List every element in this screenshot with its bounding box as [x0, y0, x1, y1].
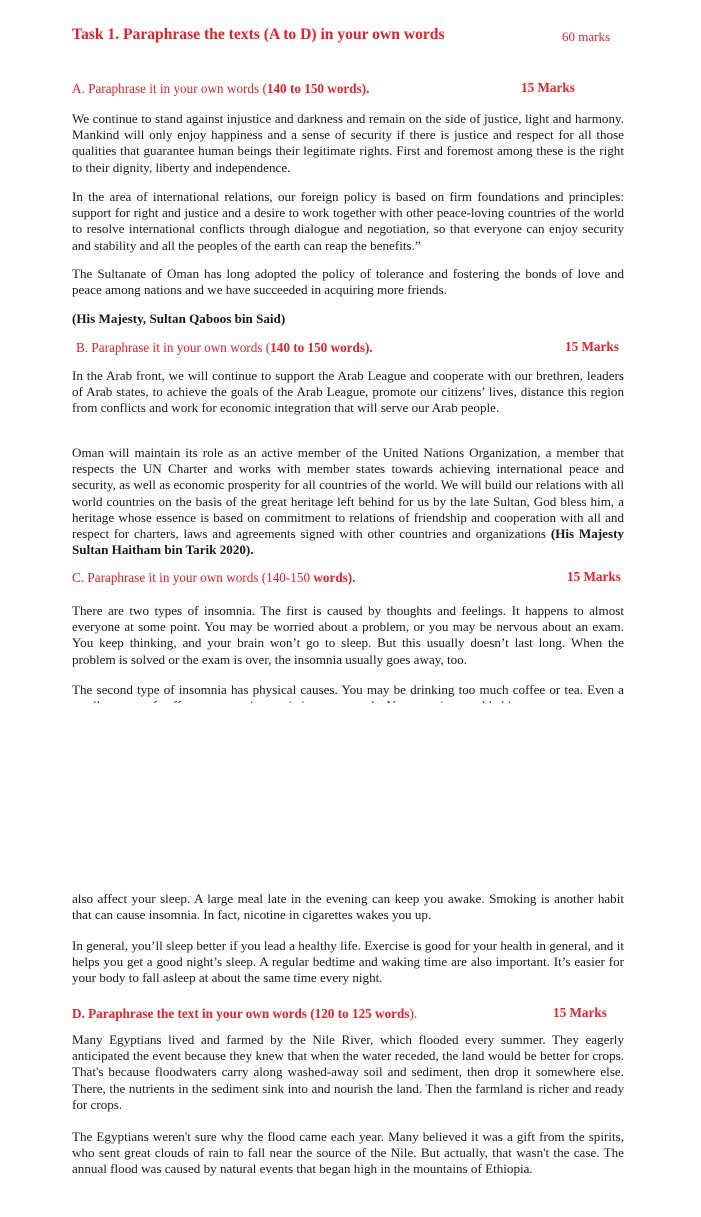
section-b-paragraph-1: In the Arab front, we will continue to support the Arab League and cooperate with our brethren, leaders of Arab states, to achieve the goals of the Arab League, promote our citizens’ lives, distance this region from conflicts and work for economic integration that will serve our Arab people.	[72, 368, 624, 416]
section-d-heading-words: D. Paraphrase the text in your own words (120 to 125 words	[72, 1006, 410, 1021]
section-c-paragraph-3: In general, you’ll sleep better if you lead a healthy life. Exercise is good for your health in general, and it helps you get a good night’s sleep. A regular bedtime and waking time are also important. It’s easier for your body to fall asleep at about the same time every night.	[72, 938, 624, 986]
section-c-paragraph-2-continued: also affect your sleep. A large meal late in the evening can keep you awake. Smoking is another habit that can cause insomnia. In fact, nicotine in cigarettes wakes you up.	[72, 891, 624, 923]
section-a-heading-prefix: A. Paraphrase it in your own words (	[72, 81, 267, 96]
section-d-paragraph-2: The Egyptians weren't sure why the flood came each year. Many believed it was a gift from the spirits, who sent great clouds of rain to fall near the source of the Nile. But actually, that wasn't the case. The annual flood was caused by natural events that began high in the mountains of Ethiopia.	[72, 1129, 624, 1177]
section-c-heading-prefix: C. Paraphrase it in your own words (140-150	[72, 570, 314, 585]
section-c-paragraph-1: There are two types of insomnia. The first is caused by thoughts and feelings. It happens to almost everyone at some point. You may be worried about a problem, or you may be nervous about an exam. You keep thinking, and your brain won’t go to sleep. But this usually doesn’t last long. When the problem is solved or the exam is over, the insomnia usually goes away, too.	[72, 603, 624, 667]
section-c-paragraph-2: The second type of insomnia has physical causes. You may be drinking too much coffee or tea. Even a	[72, 682, 624, 697]
section-b-heading-words: 140 to 150 words).	[270, 340, 373, 355]
section-a-heading-words: 140 to 150 words).	[266, 81, 370, 96]
task-title: Task 1. Paraphrase the texts (A to D) in your own words	[72, 26, 445, 43]
section-b-attribution: (His Majesty Sultan Haitham bin Tarik 2020).	[72, 526, 624, 558]
section-b-heading-prefix: B. Paraphrase it in your own words (	[76, 340, 271, 355]
section-a-marks: 15 Marks	[521, 80, 575, 95]
total-marks: 60 marks	[562, 29, 611, 44]
section-c-heading	[72, 569, 356, 586]
section-d-marks: 15 Marks	[553, 1005, 607, 1020]
section-b-paragraph-2	[72, 445, 624, 558]
section-d-heading	[72, 1005, 417, 1022]
section-c-heading-words: words).	[313, 570, 356, 585]
section-b-paragraph-2-text: Oman will maintain its role as an active member of the United Nations Organization, a member that respects the UN Charter and works with member states towards achieving international peace and security, as well as economic prosperity for all countries of the world. We will build our relations with all world countries on the basis of the great heritage left behind for us by the late Sultan, God bless him, a heritage whose essence is based on commitment to relations of friendship and cooperation with all and respect for charters, laws and agreements signed with other countries and organizations	[72, 445, 624, 542]
section-b-heading	[76, 339, 373, 356]
section-d-paragraph-1: Many Egyptians lived and farmed by the Nile River, which flooded every summer. They eagerly anticipated the event because they knew that when the water receded, the land would be better for crops. That's because floodwaters carry along washed-away soil and sediment, then drop it somewhere else. There, the nutrients in the sediment sink into and nourish the land. Then the farmland is richer and ready for crops.	[72, 1032, 624, 1112]
section-a-heading	[72, 80, 369, 97]
section-a-paragraph-3: The Sultanate of Oman has long adopted the policy of tolerance and fostering the bonds of love and peace among nations and we have succeeded in acquiring more friends.	[72, 266, 624, 298]
section-a-paragraph-1: We continue to stand against injustice and darkness and remain on the side of justice, light and harmony. Mankind will only enjoy happiness and a sense of security if there is justice and respect for all those qualities that guarantee human beings their legitimate rights. First and foremost among these is the right to their dignity, liberty and independence.	[72, 111, 624, 175]
section-a-attribution: (His Majesty, Sultan Qaboos bin Said)	[72, 311, 286, 326]
page-break-gap	[0, 703, 701, 883]
section-d-heading-suffix: ).	[409, 1006, 418, 1021]
section-a-paragraph-2: In the area of international relations, our foreign policy is based on firm foundations and principles: support for right and justice and a desire to work together with other peace-loving countries of the world to resolve international conflicts through dialogue and negotiation, so that everyone can enjoy security and stability and all the peoples of the earth can reap the benefits.”	[72, 189, 624, 253]
section-b-marks: 15 Marks	[565, 339, 619, 354]
section-c-marks: 15 Marks	[567, 569, 621, 584]
